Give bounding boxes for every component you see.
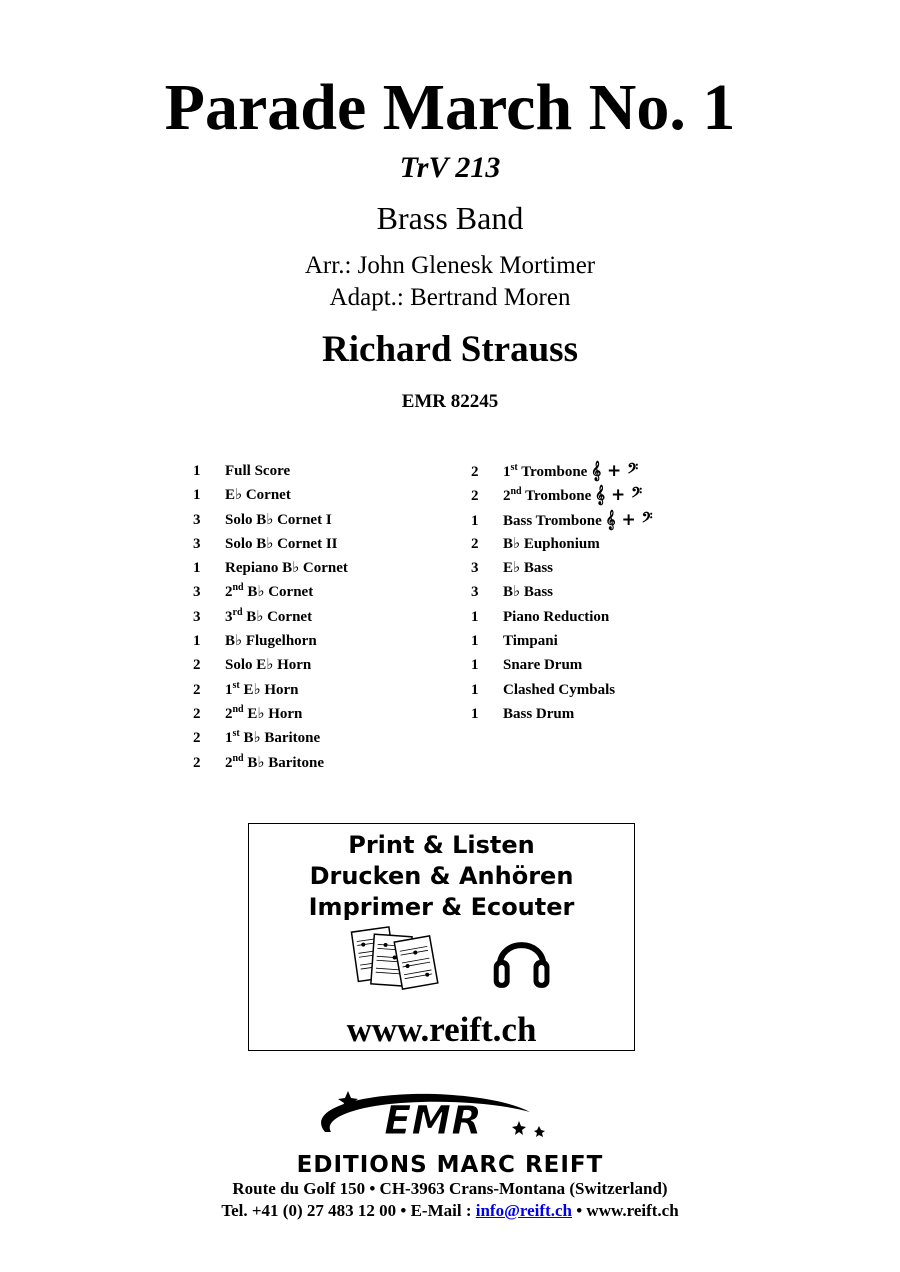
part-name: 1st E♭ Horn (225, 679, 299, 698)
catalog-number: TrV 213 (399, 151, 501, 184)
part-quantity: 2 (471, 535, 479, 552)
part-quantity: 1 (471, 657, 479, 674)
clef-icon: 𝄞 + 𝄢 (594, 485, 643, 506)
part-name: 2nd Trombone 𝄞 + 𝄢 (503, 485, 643, 506)
promo-line-french: Imprimer & Ecouter (308, 893, 575, 921)
part-name: B♭ Bass (503, 584, 554, 601)
part-quantity: 3 (193, 511, 201, 528)
part-name: 3rd B♭ Cornet (225, 606, 313, 625)
part-row (471, 580, 653, 604)
part-name: Repiano B♭ Cornet (225, 560, 348, 577)
part-row (471, 532, 653, 556)
part-row (193, 532, 348, 556)
publisher-address: Route du Golf 150 • CH-3963 Crans-Montana (Switzerland) (232, 1179, 668, 1198)
part-row (193, 726, 348, 750)
part-row (471, 653, 653, 677)
part-row (471, 629, 653, 653)
part-row (193, 629, 348, 653)
print-listen-box (248, 823, 635, 1051)
part-quantity: 3 (471, 560, 479, 577)
part-row (193, 508, 348, 532)
part-name: B♭ Euphonium (503, 535, 600, 552)
part-name: Solo B♭ Cornet II (225, 535, 338, 552)
part-quantity: 3 (193, 584, 201, 601)
part-quantity: 1 (471, 608, 479, 625)
part-row (471, 605, 653, 629)
clef-icon: 𝄞 + 𝄢 (591, 461, 639, 481)
part-name: E♭ Bass (503, 560, 554, 577)
part-name: 2nd B♭ Baritone (225, 752, 325, 771)
part-name: Timpani (503, 633, 558, 650)
part-name: 1st Trombone 𝄞 + 𝄢 (503, 461, 639, 481)
email-link[interactable]: info@reift.ch (475, 1201, 572, 1220)
headphones-icon (494, 945, 550, 988)
part-quantity: 2 (193, 705, 201, 722)
part-row (471, 508, 653, 532)
part-name: Full Score (225, 463, 291, 479)
part-quantity: 3 (193, 535, 201, 552)
part-quantity: 1 (471, 633, 479, 650)
part-row (193, 702, 348, 726)
part-name: 1st B♭ Baritone (225, 728, 321, 747)
part-quantity: 2 (193, 681, 201, 698)
clef-icon: 𝄞 + 𝄢 (605, 509, 653, 530)
part-quantity: 1 (471, 705, 479, 722)
adapter: Adapt.: Bertrand Moren (329, 284, 571, 311)
parts-list-left (193, 459, 348, 775)
part-row (471, 556, 653, 580)
part-row (471, 459, 653, 483)
part-quantity: 1 (471, 512, 479, 529)
part-quantity: 1 (471, 681, 479, 698)
part-row (193, 580, 348, 604)
part-name: Clashed Cymbals (503, 681, 616, 698)
composer: Richard Strauss (322, 329, 578, 370)
part-row (193, 483, 348, 507)
part-name: Solo E♭ Horn (225, 657, 312, 674)
promo-line-german: Drucken & Anhören (309, 862, 574, 890)
part-row (193, 751, 348, 775)
part-row (193, 653, 348, 677)
part-row (471, 483, 653, 507)
publisher-name: EDITIONS MARC REIFT (296, 1152, 604, 1178)
part-row (193, 678, 348, 702)
ensemble: Brass Band (376, 200, 524, 236)
publisher-contact (0, 1200, 900, 1222)
emr-logo (305, 1088, 565, 1146)
contact-suffix: • www.reift.ch (571, 1201, 679, 1220)
part-name: Bass Drum (503, 705, 575, 722)
part-row (193, 605, 348, 629)
part-name: Solo B♭ Cornet I (225, 511, 332, 528)
part-name: 2nd E♭ Horn (225, 703, 303, 722)
part-name: Bass Trombone 𝄞 + 𝄢 (503, 509, 653, 530)
contact-prefix: Tel. +41 (0) 27 483 12 00 • E-Mail : (221, 1201, 476, 1220)
part-quantity: 1 (193, 463, 201, 479)
part-quantity: 3 (471, 584, 479, 601)
part-row (471, 702, 653, 726)
part-quantity: 3 (193, 608, 201, 625)
part-name: E♭ Cornet (225, 487, 291, 504)
part-row (471, 678, 653, 702)
part-quantity: 1 (193, 633, 201, 650)
part-name: 2nd B♭ Cornet (225, 582, 314, 601)
promo-line-english: Print & Listen (348, 831, 535, 859)
part-name: B♭ Flugelhorn (225, 633, 317, 650)
part-quantity: 2 (471, 488, 479, 505)
part-quantity: 2 (193, 754, 201, 771)
page-title: Parade March No. 1 (164, 71, 736, 144)
svg-text:EMR: EMR (384, 1098, 482, 1144)
part-quantity: 1 (193, 487, 201, 504)
part-quantity: 1 (193, 560, 201, 577)
arranger: Arr.: John Glenesk Mortimer (304, 252, 596, 279)
edition-number: EMR 82245 (401, 391, 499, 412)
sheet-music-icon (351, 927, 437, 989)
part-quantity: 2 (193, 730, 201, 747)
parts-list-right (471, 459, 653, 726)
part-name: Piano Reduction (503, 608, 610, 625)
part-row (193, 556, 348, 580)
promo-url[interactable]: www.reift.ch (346, 1010, 537, 1049)
part-quantity: 2 (193, 657, 201, 674)
part-quantity: 2 (471, 464, 479, 480)
part-name: Snare Drum (503, 657, 583, 674)
part-row (193, 459, 348, 483)
